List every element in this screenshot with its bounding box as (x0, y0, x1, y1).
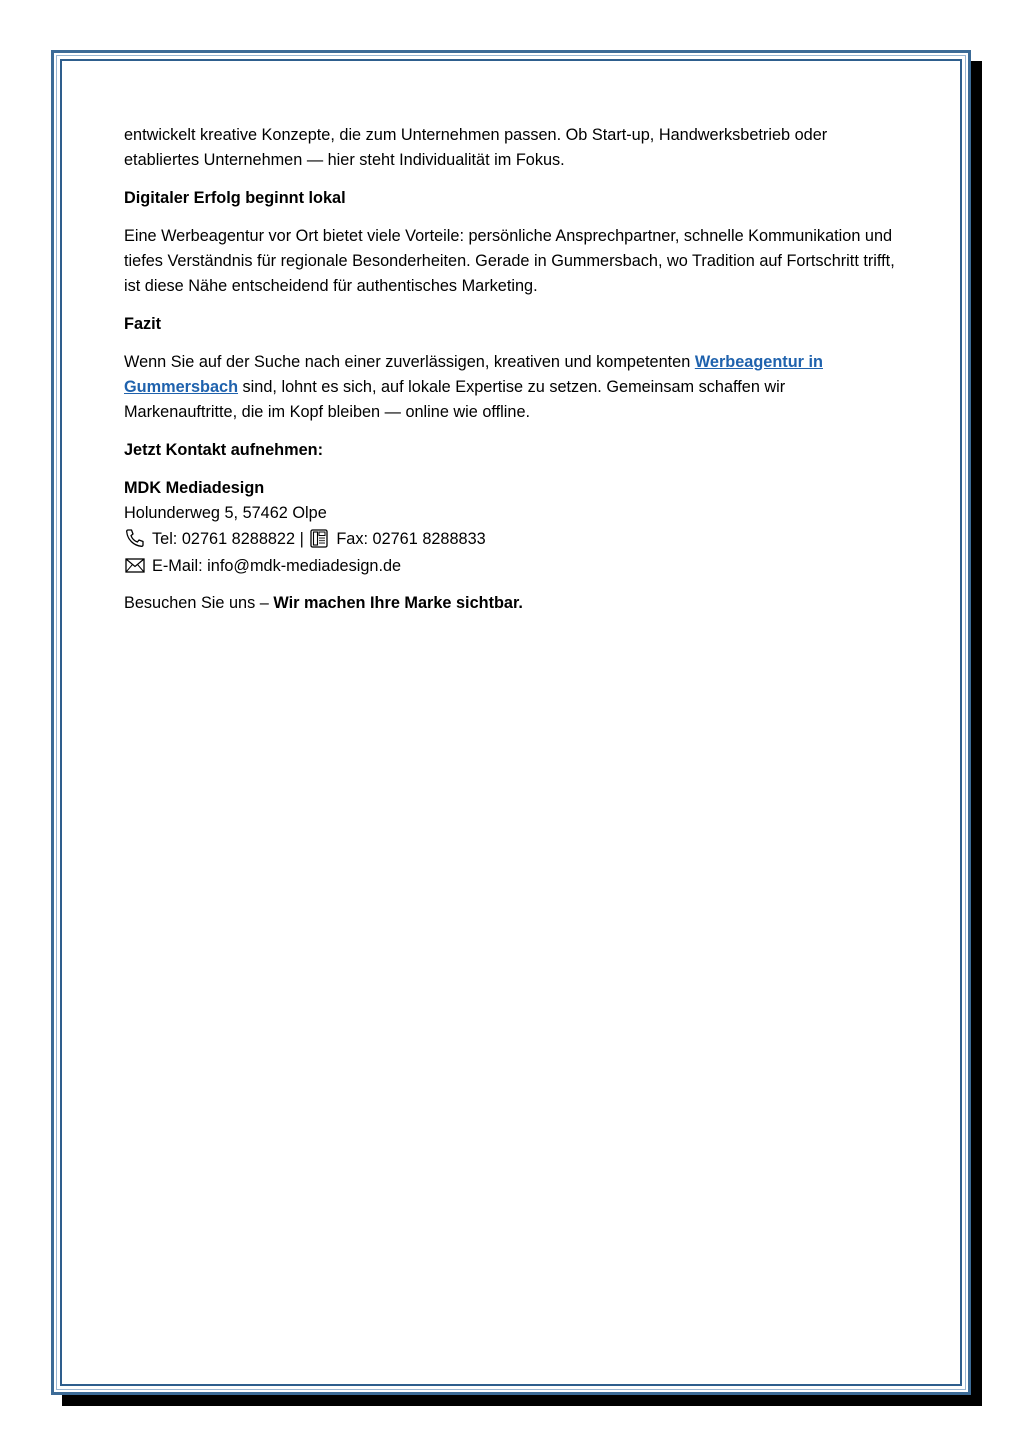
tel-text: Tel: 02761 8288822 | (152, 530, 309, 548)
closing-prefix: Besuchen Sie uns – (124, 594, 274, 612)
intro-paragraph: entwickelt kreative Konzepte, die zum Unternehmen passen. Ob Start-up, Handwerksbetrieb oder etabliertes Unternehmen — hier steht Individualität im Fokus. (124, 126, 828, 169)
werbeagentur-gummersbach-link[interactable]: Werbeagentur in Gummersbach (124, 353, 823, 396)
contact-block (124, 476, 899, 580)
phone-icon (124, 528, 146, 548)
fax-text: Fax: 02761 8288833 (336, 530, 486, 548)
closing-line (124, 591, 899, 616)
fax-icon (308, 528, 330, 548)
document-body (124, 123, 899, 629)
phone-fax-line (124, 526, 899, 553)
fazit-text-after-link: sind, lohnt es sich, auf lokale Expertise zu setzen. Gemeinsam schaffen wir Markenauftritte, die im Kopf bleiben — online wie offline. (124, 378, 786, 421)
heading-fazit: Fazit (124, 315, 162, 333)
fazit-paragraph (124, 350, 899, 425)
email-line (124, 553, 899, 580)
closing-slogan: Wir machen Ihre Marke sichtbar. (273, 594, 523, 612)
fazit-text-before-link: Wenn Sie auf der Suche nach einer zuverlässigen, kreativen und kompetenten (124, 353, 695, 371)
envelope-icon (124, 555, 146, 575)
heading-digital-success: Digitaler Erfolg beginnt lokal (124, 189, 346, 207)
digital-paragraph: Eine Werbeagentur vor Ort bietet viele Vorteile: persönliche Ansprechpartner, schnelle Kommunikation und tiefes Verständnis für regionale Besonderheiten. Gerade in Gummersbach, wo Tradition auf Fortschritt trifft, ist diese Nähe entscheidend für authentisches Marketing. (124, 227, 895, 295)
company-address: Holunderweg 5, 57462 Olpe (124, 504, 327, 522)
company-name: MDK Mediadesign (124, 479, 265, 497)
heading-contact: Jetzt Kontakt aufnehmen: (124, 441, 324, 459)
email-text: E-Mail: info@mdk-mediadesign.de (152, 557, 402, 575)
